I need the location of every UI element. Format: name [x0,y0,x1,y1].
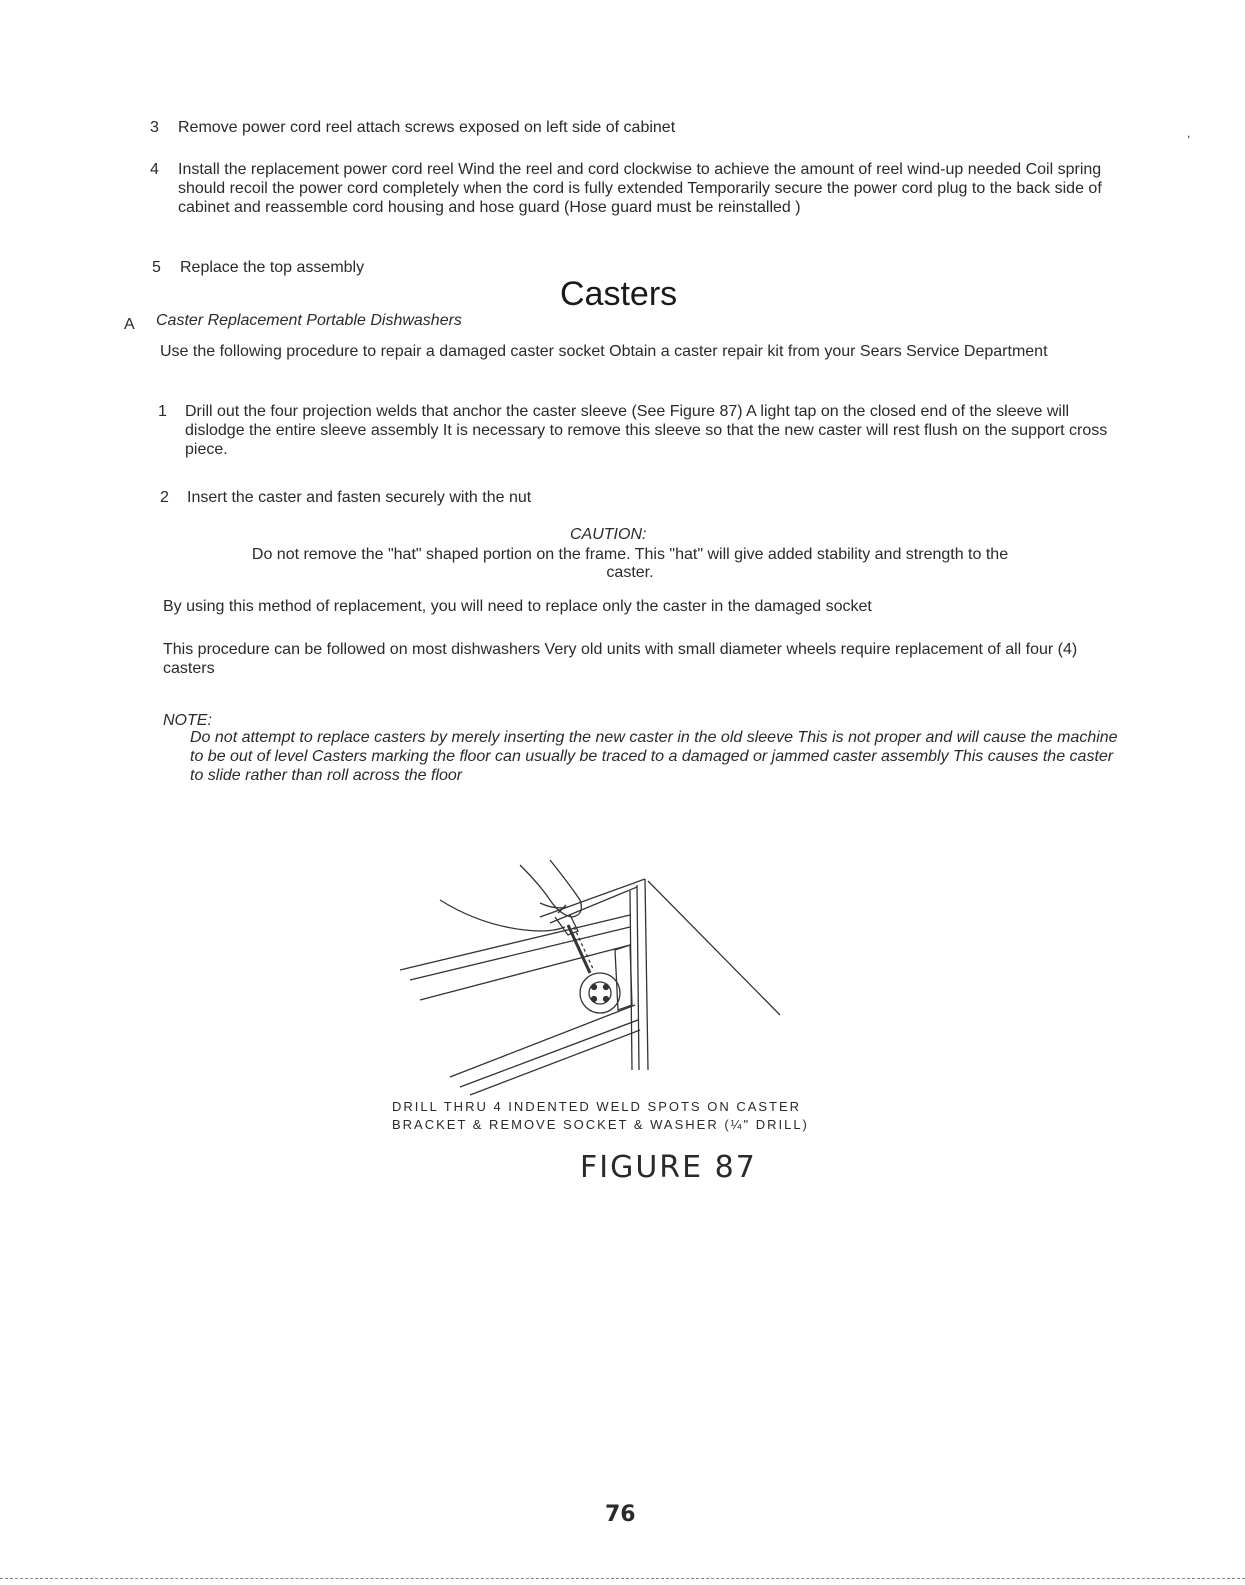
step-text: Drill out the four projection welds that anchor the caster sleeve (See Figure 87) A light tap on the closed end of the sleeve will dislodge the entire sleeve assembly It is necessary to remove this sleeve so that the new caster will rest flush on the support cross piece. [185,403,1108,458]
step-number: 3 [150,119,159,136]
step-text: Install the replacement power cord reel Wind the reel and cord clockwise to achieve the amount of reel wind-up needed Coil spring should recoil the power cord completely when the cord is fully extended Temporarily secure the power cord plug to the back side of cabinet and reassemble cord housing and hose guard (Hose guard must be reinstalled ) [178,161,1102,216]
caution-label: CAUTION: [570,526,647,543]
procedure-paragraph: This procedure can be followed on most dishwashers Very old units with small diameter wheels require replacement of all four (4) casters [163,641,1078,677]
subsection-letter: A [124,316,135,333]
step-text: Remove power cord reel attach screws exposed on left side of cabinet [178,119,676,136]
stray-mark: , [1187,126,1191,140]
section-heading: Casters [560,275,678,313]
note-text: Do not attempt to replace casters by merely inserting the new caster in the old sleeve This is not proper and will cause the machine to be out of level Casters marking the floor can usually be traced to a damaged or jammed caster assembly This causes the caster to slide rather than roll across the floor [190,729,1118,784]
intro-paragraph: Use the following procedure to repair a damaged caster socket Obtain a caster repair kit from your Sears Service Department [160,343,1048,360]
step-number: 1 [158,403,167,420]
step-number: 2 [160,489,169,506]
figure-caption [392,1098,809,1134]
caster-drill-illustration [390,855,810,1105]
caption-line-1: DRILL THRU 4 INDENTED WELD SPOTS ON CASTER [392,1099,802,1114]
step-text: Replace the top assembly [180,259,365,276]
page-bottom-edge [0,1578,1245,1579]
method-paragraph: By using this method of replacement, you will need to replace only the caster in the damaged socket [163,598,872,615]
step-text: Insert the caster and fasten securely with the nut [187,489,532,506]
page-number: 76 [605,1502,636,1527]
caption-line-2: BRACKET & REMOVE SOCKET & WASHER (¼" DRILL) [392,1117,809,1132]
figure-title: FIGURE 87 [580,1150,757,1185]
subsection-title: Caster Replacement Portable Dishwashers [156,312,462,329]
step-number: 4 [150,161,159,178]
note-label: NOTE: [163,712,212,729]
caution-text: Do not remove the "hat" shaped portion on the frame. This "hat" will give added stability and strength to the caster. [251,546,1009,581]
step-number: 5 [152,259,161,276]
